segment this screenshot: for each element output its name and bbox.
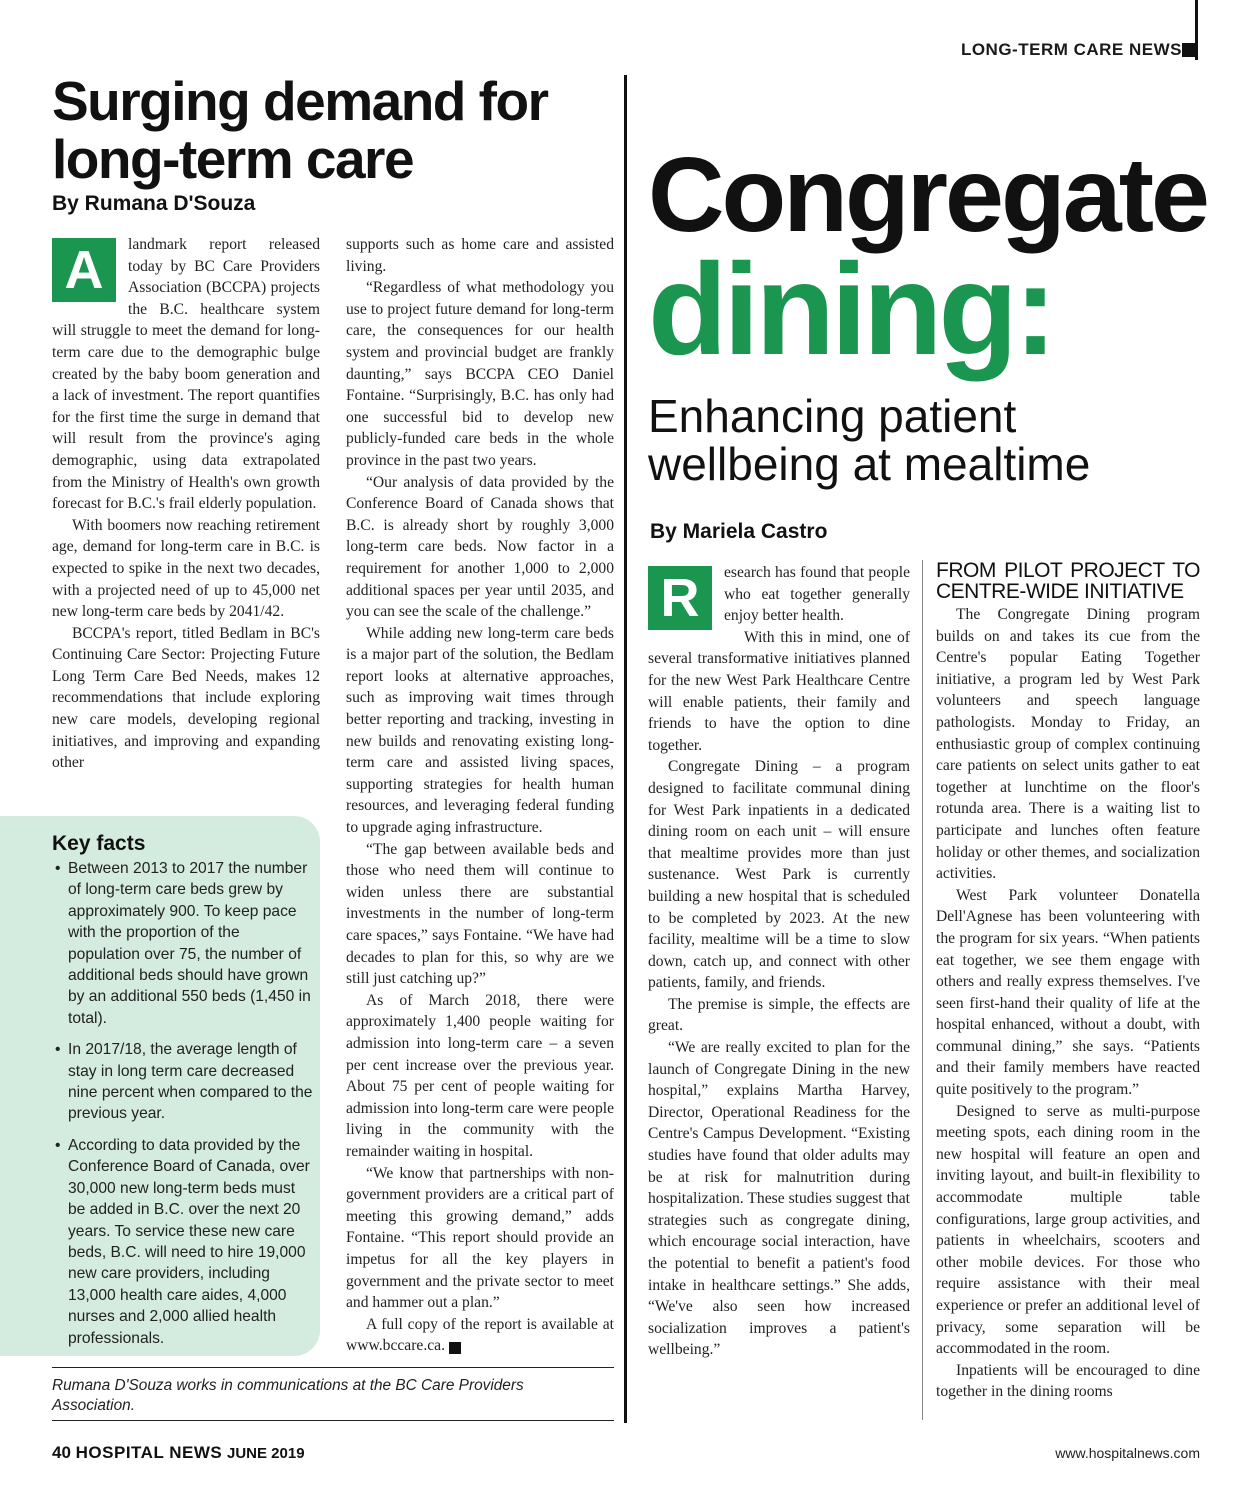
article-paragraph: supports such as home care and assisted living.: [346, 236, 614, 275]
key-facts-list: [52, 858, 314, 1359]
article-paragraph: While adding new long-term care beds is a major part of the solution, the Bedlam report looks at alternative approaches, such as improving wait times through better reporting and tracking, investing in new builds and renovating existing long-term care and assisted living spaces, supporting strategies for health human resources, and leveraging federal funding to upgrade aging infrastructure.: [346, 624, 614, 837]
article-paragraph: BCCPA's report, titled Bedlam in BC's Continuing Care Sector: Projecting Future Long Term Care Bed Needs, makes 12 recommendations that include exploring new care models, developing regional initiatives, and improving and expanding other: [52, 624, 320, 772]
key-fact-item: • Between 2013 to 2017 the number of long-term care beds grew by approximately 900. To keep pace with the proportion of the population over 75, the number of additional beds should have grown by an additional 550 beds (1,450 in total).: [52, 858, 314, 1029]
article-paragraph: “Our analysis of data provided by the Conference Board of Canada shows that B.C. is already short by roughly 3,000 long-term care beds. Now factor in a requirement for another 1,000 to 2,000 additional spaces per year until 2035, and you can see the scale of the challenge.”: [346, 473, 614, 621]
key-fact-item: • According to data provided by the Conference Board of Canada, over 30,000 new long-term beds must be added in B.C. over the next 20 years. To service these new care beds, B.C. will need to hire 19,000 new care providers, including 13,000 health care aides, 4,000 nurses and 2,000 allied health professionals.: [52, 1135, 314, 1349]
right-byline: By Mariela Castro: [650, 520, 828, 543]
article-paragraph: R esearch has found that people who eat together generally enjoy better health.: [648, 562, 910, 627]
article-paragraph: “Regardless of what methodology you use to project future demand for long-term care, the consequences for our health system and provincial budget are frankly daunting,” says BCCPA CEO Daniel Fontaine. “Surprisingly, B.C. has only had one successful bid to develop new publicly-funded care beds in the whole province in the past two years.: [346, 279, 614, 469]
article-paragraph: Congregate Dining – a program designed to facilitate communal dining for West Park inpatients in a dedicated dining room on each unit – will ensure that mealtime provides more than just sustenance. West Park is currently building a new hospital that is scheduled to be completed by 2023. At the new facility, mealtime will be a time to slow down, catch up, and connect with other patients, family, and friends.: [648, 758, 910, 992]
article-paragraph: The premise is simple, the effects are great.: [648, 995, 910, 1035]
drop-cap: R: [648, 566, 712, 630]
article-paragraph: “We know that partnerships with non-government providers are a critical part of meeting this growing demand,” adds Fontaine. “This report should provide an impetus for all the key players in government and the private sector to meet and hammer out a plan.”: [346, 1164, 614, 1312]
author-caption: Rumana D'Souza works in communications at the BC Care Providers Association.: [52, 1377, 524, 1414]
caption-top-rule: [52, 1367, 614, 1368]
right-subhead: Enhancing patient wellbeing at mealtime: [648, 390, 1091, 490]
issue-date: JUNE 2019: [227, 1445, 305, 1462]
left-byline: By Rumana D'Souza: [52, 192, 256, 215]
publication-name: HOSPITAL NEWS: [75, 1443, 223, 1462]
right-article-column-2: [936, 560, 1200, 1403]
article-paragraph: The Congregate Dining program builds on and takes its cue from the Centre's popular Eating Together initiative, a program led by West Park volunteers and speech language pathologists. Monday to Friday, an enthusiastic group of complex continuing care patients on select units gather to eat together at lunchtime on the floor's rotunda area. There is a waiting list to participate and lunches often feature holiday or other themes, and socialization activities.: [936, 606, 1200, 883]
key-facts-title: Key facts: [52, 832, 146, 855]
page-number: 40: [52, 1443, 71, 1462]
article-paragraph: Inpatients will be encouraged to dine together in the dining rooms: [936, 1361, 1200, 1401]
left-article-column-2: [346, 234, 614, 1357]
article-paragraph: Designed to serve as multi-purpose meeting spots, each dining room in the new hospital will feature an open and inviting layout, and built-in flexibility to accommodate multiple table configurations, large group activities, and patients in wheelchairs, scooters and other mobile devices. For those who require assistance with their meal experience or prefer an additional level of privacy, some separation will be accommodated in the room.: [936, 1102, 1200, 1358]
article-paragraph: West Park volunteer Donatella Dell'Agnese has been volunteering with the program for six years. “When patients eat together, we see them engage with others and really express themselves. I've seen first-hand their quality of life at the hospital enhanced, without a doubt, with communal dining,” she says. “Patients and their family members have reacted quite positively to the program.”: [936, 886, 1200, 1099]
drop-cap: A: [52, 238, 116, 302]
caption-bottom-rule: [52, 1420, 614, 1421]
article-paragraph: With boomers now reaching retirement age, demand for long-term care in B.C. is expected to spike in the next two decades, with a projected need of up to 45,000 net new long-term care beds by 2041/42.: [52, 516, 320, 621]
left-article-column-1: [52, 234, 320, 774]
article-paragraph: “The gap between available beds and those who need them will continue to widen unless there are substantial investments in the number of long-term care spaces,” says Fontaine. “We have had decades to plan for this, so why are we still just catching up?”: [346, 840, 614, 988]
column-subheading: FROM PILOT PROJECT TO CENTRE-WIDE INITIATIVE: [936, 559, 1200, 603]
page-folio: [52, 1443, 305, 1463]
right-headline-line-2: dining:: [648, 236, 1054, 382]
article-paragraph: “We are really excited to plan for the launch of Congregate Dining in the new hospital,” explains Martha Harvey, Director, Operational Readiness for the Centre's Campus Development. “Existing studies have found that older adults may be at risk for malnutrition during hospitalization. These studies suggest that strategies such as congregate dining, which encourage social interaction, have the potential to benefit a patient's food intake in healthcare settings.” She adds, “We've also seen how increased socialization improves a patient's wellbeing.”: [648, 1039, 910, 1359]
left-headline: Surging demand for long-term care: [52, 70, 548, 190]
article-paragraph: A full copy of the report is available at www.bccare.ca. H: [346, 1315, 614, 1355]
article-paragraph: As of March 2018, there were approximately 1,400 people waiting for admission into long-term care – a seven per cent increase over the previous year. About 75 per cent of people waiting for admission into long-term care were people living in the community with the remainder waiting in hospital.: [346, 991, 614, 1160]
right-article-column-1: [648, 562, 910, 1361]
end-mark-icon: H: [449, 1342, 461, 1354]
column-divider: [624, 75, 627, 1423]
key-fact-item: • In 2017/18, the average length of stay in long term care decreased nine percent when compared to the previous year.: [52, 1039, 314, 1125]
article-paragraph: A landmark report released today by BC Care Providers Association (BCCPA) projects the B.C. healthcare system will struggle to meet the demand for long-term care due to the demographic bulge created by the baby boom generation and a lack of investment. The report quantifies for the first time the surge in demand that will result from the province's aging demographic, using data extrapolated from the Ministry of Health's own growth forecast for B.C.'s frail elderly population.: [52, 236, 320, 513]
key-facts-box: [0, 816, 320, 1356]
section-label: LONG-TERM CARE NEWS: [960, 40, 1182, 59]
section-square-icon: [1182, 43, 1196, 57]
right-headline-line-1: Congregate: [648, 136, 1207, 254]
website-link[interactable]: www.hospitalnews.com: [1055, 1445, 1200, 1461]
inner-column-divider: [922, 560, 923, 1420]
article-paragraph: With this in mind, one of several transformative initiatives planned for the new West Park Healthcare Centre will enable patients, their family and friends to have the option to dine together.: [648, 628, 910, 754]
